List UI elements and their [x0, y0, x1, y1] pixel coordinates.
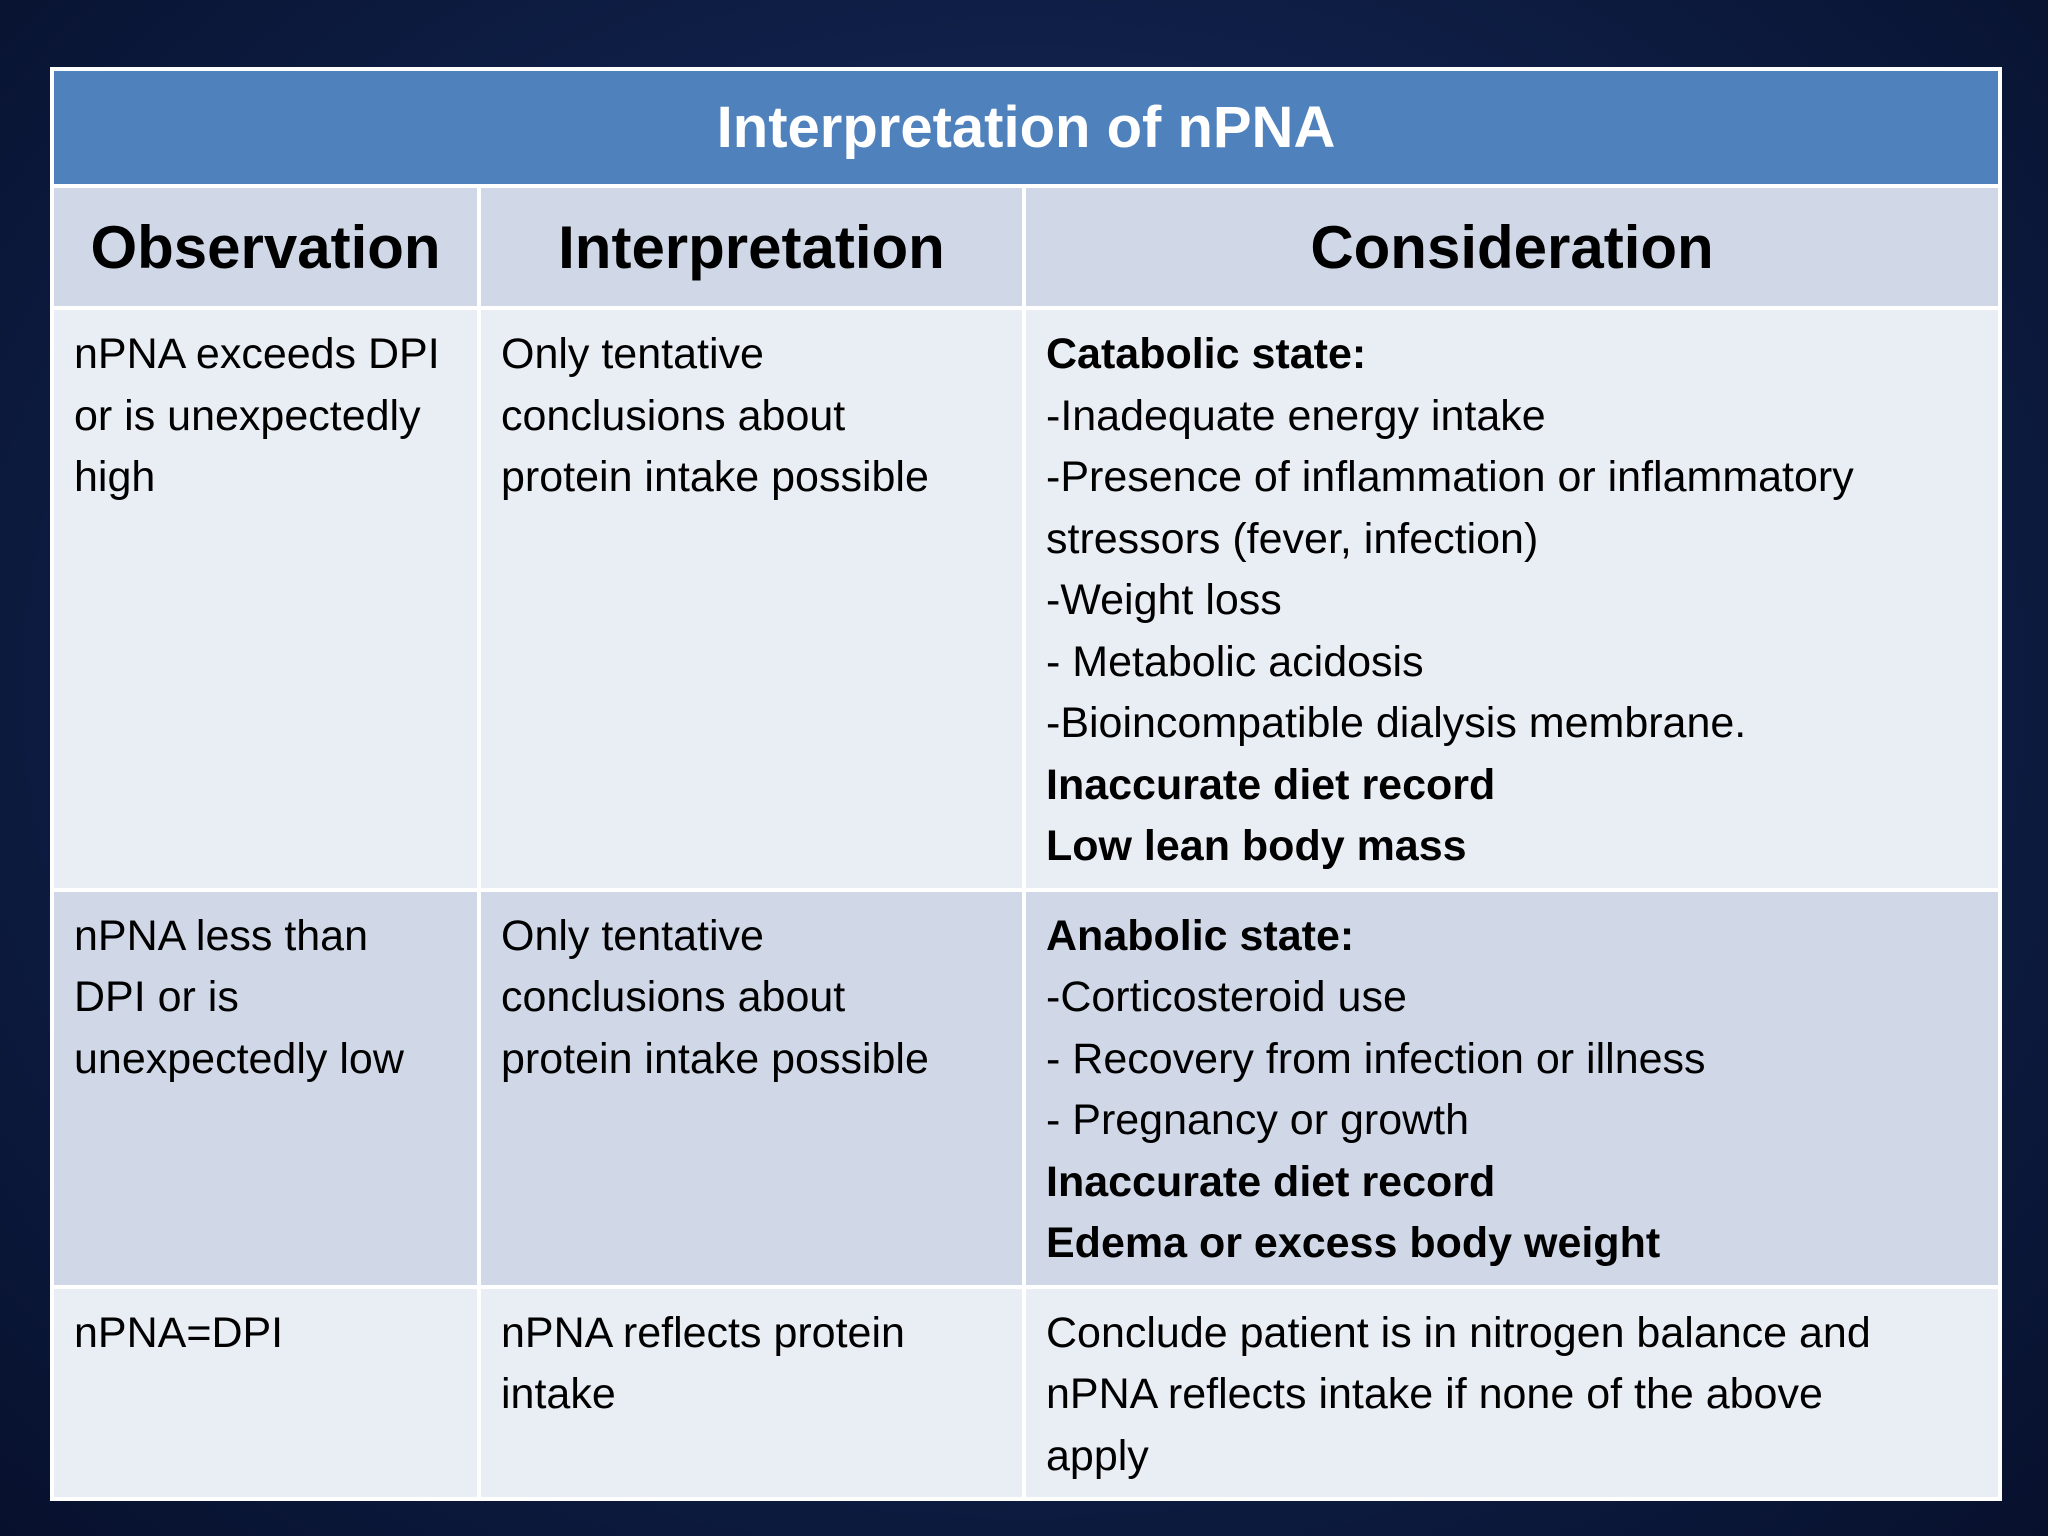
cell-line: Only tentative	[501, 330, 764, 378]
consideration-bold-item: Low lean body mass	[1046, 822, 1467, 870]
consideration-item: Conclude patient is in nitrogen balance and	[1046, 1308, 1871, 1357]
observation-cell	[52, 890, 479, 1287]
table-row	[52, 1287, 2000, 1500]
observation-cell	[52, 1287, 479, 1500]
cell-line: protein intake possible	[501, 453, 929, 501]
consideration-cell	[1024, 308, 2000, 890]
header-interpretation: Interpretation	[479, 186, 1024, 308]
interpretation-cell	[479, 1287, 1024, 1500]
header-observation: Observation	[52, 186, 479, 308]
consideration-item: - Recovery from infection or illness	[1046, 1034, 1706, 1083]
consideration-heading: Anabolic state:	[1046, 911, 1355, 960]
consideration-heading: Catabolic state:	[1046, 330, 1367, 378]
interpretation-cell	[479, 890, 1024, 1287]
cell-line: nPNA exceeds DPI	[74, 330, 440, 378]
cell-line: conclusions about	[501, 973, 846, 1021]
consideration-item: -Weight loss	[1046, 576, 1282, 624]
consideration-item: - Pregnancy or growth	[1046, 1096, 1470, 1144]
table-row	[52, 890, 2000, 1287]
cell-line: unexpectedly low	[74, 1034, 404, 1083]
cell-line: nPNA reflects protein	[501, 1308, 905, 1357]
cell-line: DPI or is	[74, 973, 239, 1021]
consideration-item: -Presence of inflammation or inflammatory	[1046, 453, 1854, 501]
cell-line: nPNA less than	[74, 911, 369, 960]
consideration-bold-item: Edema or excess body weight	[1046, 1219, 1661, 1267]
interpretation-cell	[479, 308, 1024, 890]
cell-line: nPNA=DPI	[74, 1308, 284, 1357]
npna-table	[50, 67, 2002, 1501]
table-title: Interpretation of nPNA	[52, 69, 2000, 186]
consideration-cell	[1024, 1287, 2000, 1500]
consideration-item: stressors (fever, infection)	[1046, 514, 1539, 563]
consideration-item: nPNA reflects intake if none of the above	[1046, 1370, 1823, 1418]
header-consideration: Consideration	[1024, 186, 2000, 308]
consideration-bold-item: Inaccurate diet record	[1046, 1157, 1496, 1206]
consideration-bold-item: Inaccurate diet record	[1046, 760, 1496, 809]
cell-line: high	[74, 453, 156, 501]
cell-line: intake	[501, 1370, 616, 1418]
consideration-item: - Metabolic acidosis	[1046, 637, 1424, 686]
observation-cell	[52, 308, 479, 890]
consideration-item: -Bioincompatible dialysis membrane.	[1046, 699, 1747, 747]
consideration-item: -Inadequate energy intake	[1046, 391, 1546, 440]
consideration-cell	[1024, 890, 2000, 1287]
cell-line: or is unexpectedly	[74, 391, 421, 440]
cell-line: protein intake possible	[501, 1034, 929, 1083]
table-row	[52, 308, 2000, 890]
cell-line: Only tentative	[501, 911, 764, 960]
cell-line: conclusions about	[501, 391, 846, 440]
consideration-item: apply	[1046, 1431, 1149, 1480]
consideration-item: -Corticosteroid use	[1046, 973, 1407, 1021]
